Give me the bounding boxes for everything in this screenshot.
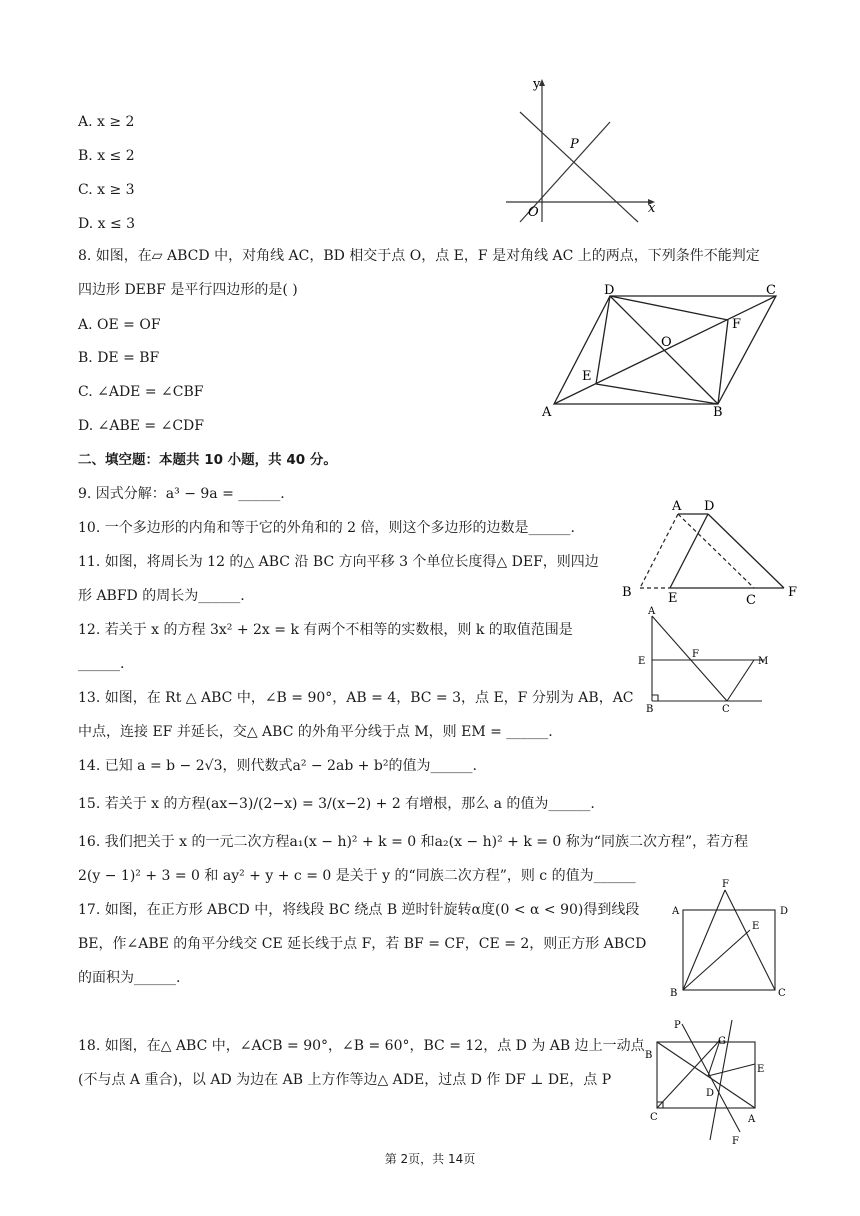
f11-e-label: E: [668, 591, 678, 606]
q8-option-c: C. ∠ADE = ∠CBF: [78, 384, 204, 400]
f8-o-label: O: [661, 335, 672, 350]
q17-line3: 的面积为______.: [78, 970, 181, 986]
q7-option-c: C. x ≥ 3: [78, 182, 135, 198]
q16-line1: 16. 我们把关于 x 的一元二次方程a₁(x − h)² + k = 0 和a₂(x − h)² + k = 0 称为“同族二次方程”，若方程: [78, 834, 749, 850]
f18-c-label: C: [650, 1112, 658, 1123]
f18-b-label: B: [645, 1050, 653, 1061]
f8-f-label: F: [732, 317, 742, 332]
f11-d-label: D: [704, 499, 715, 514]
f17-b-label: B: [670, 988, 678, 999]
f13-m-label: M: [758, 656, 769, 667]
q17-figure: [660, 872, 800, 1004]
q8-stem-line2: 四边形 DEBF 是平行四边形的是( ): [78, 282, 298, 298]
f8-a-label: A: [542, 405, 552, 420]
q14-text: 14. 已知 a = b − 2√3，则代数式a² − 2ab + b²的值为______.: [78, 758, 477, 774]
q7-option-b: B. x ≤ 2: [78, 148, 135, 164]
f8-d-label: D: [604, 283, 615, 298]
f18-f-label: F: [732, 1136, 739, 1146]
q8-figure: [540, 280, 790, 420]
q13-line1: 13. 如图，在 Rt △ ABC 中，∠B = 90°，AB = 4，BC = 3，点 E，F 分别为 AB，AC: [78, 690, 634, 706]
q13-figure: [634, 606, 784, 716]
q8-option-a: A. OE = OF: [78, 317, 161, 333]
f7-o-label: O: [528, 205, 539, 220]
f18-a-label: A: [748, 1114, 756, 1125]
f18-d-label: D: [706, 1088, 715, 1099]
q15-text: 15. 若关于 x 的方程(ax−3)/(2−x) = 3/(x−2) + 2 有增根，那么 a 的值为______.: [78, 796, 595, 812]
f7-x-label: x: [648, 201, 656, 216]
q8-option-b: B. DE = BF: [78, 350, 160, 366]
f8-b-label: B: [713, 405, 723, 420]
f7-p-label: P: [570, 137, 579, 152]
f8-c-label: C: [766, 283, 776, 298]
q11-line2: 形 ABFD 的周长为______.: [78, 588, 245, 604]
f17-f-label: F: [722, 879, 729, 890]
f18-g-label: G: [718, 1036, 726, 1047]
q18-figure: [640, 1014, 776, 1146]
q18-line2: (不与点 A 重合)，以 AD 为边在 AB 上方作等边△ ADE，过点 D 作 DF ⊥ DE，点 P: [78, 1072, 612, 1088]
f17-e-label: E: [752, 921, 760, 932]
f18-e-label: E: [757, 1064, 765, 1075]
f13-b-label: B: [646, 704, 654, 715]
q11-figure: [612, 494, 808, 606]
f13-a-label: A: [648, 606, 656, 617]
q18-line1: 18. 如图，在△ ABC 中，∠ACB = 90°，∠B = 60°，BC = 12，点 D 为 AB 边上一动点: [78, 1038, 645, 1054]
q17-line1: 17. 如图，在正方形 ABCD 中，将线段 BC 绕点 B 逆时针旋转α度(0 < α < 90)得到线段: [78, 902, 640, 918]
f11-b-label: B: [622, 585, 632, 600]
f17-d-label: D: [780, 906, 789, 917]
q16-line2: 2(y − 1)² + 3 = 0 和 ay² + y + c = 0 是关于 y 的“同族二次方程”，则 c 的值为______: [78, 868, 636, 884]
page-footer: 第 2页，共 14页: [384, 1152, 476, 1166]
q8-stem-line1: 8. 如图，在▱ ABCD 中，对角线 AC，BD 相交于点 O，点 E，F 是对角线 AC 上的两点，下列条件不能判定: [78, 248, 760, 264]
q7-option-d: D. x ≤ 3: [78, 216, 136, 232]
f13-e-label: E: [638, 656, 646, 667]
f17-a-label: A: [672, 906, 680, 917]
q9-text: 9. 因式分解：a³ − 9a = ______.: [78, 486, 285, 502]
f11-c-label: C: [746, 593, 756, 606]
q8-option-d: D. ∠ABE = ∠CDF: [78, 418, 204, 434]
f17-c-label: C: [778, 988, 786, 999]
f13-f-label: F: [692, 649, 699, 660]
f18-p-label: P: [674, 1020, 681, 1031]
q7-option-a: A. x ≥ 2: [78, 114, 135, 130]
f11-f-label: F: [788, 585, 798, 600]
q13-line2: 中点，连接 EF 并延长，交△ ABC 的外角平分线于点 M，则 EM = ______.: [78, 724, 553, 740]
q12-line2: ______.: [78, 656, 125, 672]
f13-c-label: C: [722, 704, 730, 715]
q12-line1: 12. 若关于 x 的方程 3x² + 2x = k 有两个不相等的实数根，则 k 的取值范围是: [78, 622, 573, 638]
f11-a-label: A: [672, 499, 682, 514]
q11-line1: 11. 如图，将周长为 12 的△ ABC 沿 BC 方向平移 3 个单位长度得△ DEF，则四边: [78, 554, 599, 570]
q7-figure: [498, 72, 668, 232]
section-fill-in-blank-title: 二、填空题：本题共 10 小题，共 40 分。: [78, 452, 337, 468]
f8-e-label: E: [582, 369, 592, 384]
q17-line2: BE，作∠ABE 的角平分线交 CE 延长线于点 F，若 BF = CF，CE = 2，则正方形 ABCD: [78, 936, 647, 952]
q10-text: 10. 一个多边形的内角和等于它的外角和的 2 倍，则这个多边形的边数是______.: [78, 520, 575, 536]
f7-y-label: y: [533, 77, 541, 92]
